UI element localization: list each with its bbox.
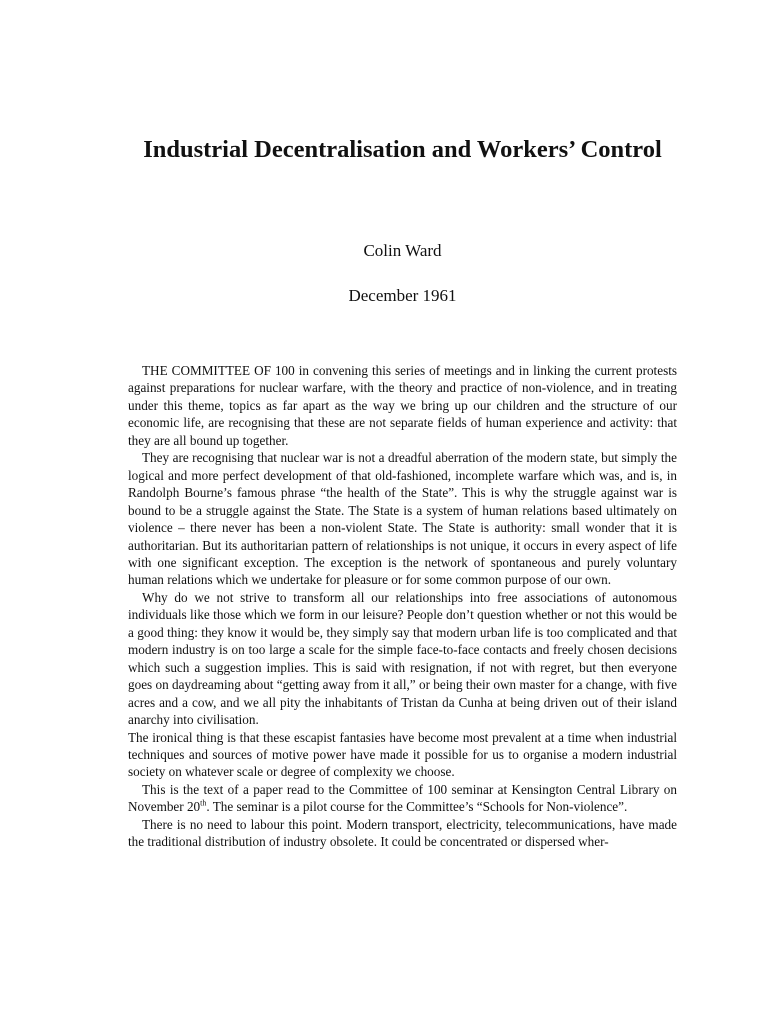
- paragraph-1: THE COMMITTEE OF 100 in convening this series of meetings and in linking the current protests against preparations for nuclear warfare, with the theory and practice of non-violence, and in treating under this theme, topics as far apart as the way we bring up our children and the structure of our economic life, are recognising that these are not separate fields of human experience and activity: that they are all bound up together.: [128, 363, 677, 448]
- document-date: December 1961: [348, 286, 457, 305]
- paragraph-last: There is no need to labour this point. Modern transport, electricity, telecommunications, have made the traditional distribution of industry obsolete. It could be concentrated or dispersed wher-: [128, 816, 677, 850]
- document-title: Industrial Decentralisation and Workers’ Control: [143, 136, 662, 163]
- note-text-start: This is the text of a paper read to the Committee of 100 seminar at Kensington Central Library on November 20: [128, 781, 677, 815]
- paragraph-4: The ironical thing is that these escapist fantasies have become most prevalent at a time when industrial techniques and sources of motive power have made it possible for us to organise a modern industrial society on whatever scale or degree of complexity we choose.: [128, 729, 677, 780]
- document-author: Colin Ward: [363, 241, 442, 260]
- note-text-end: . The seminar is a pilot course for the Committee’s “Schools for Non-violence”.: [206, 799, 628, 815]
- note-superscript: th: [200, 798, 207, 808]
- paragraph-note: [128, 781, 677, 816]
- paragraph-3: Why do we not strive to transform all our relationships into free associations of autonomous individuals like those which we form in our leisure? People don’t question whether or not this would be a good thing: they know it would be, they simply say that modern urban life is too complicated and that modern industry is on too large a scale for the simple face-to-face contacts and freely chosen decisions which such a suggestion implies. This is said with resignation, if not with regret, but then everyone goes on daydreaming about “getting away from it all,” or being their own master for a change, with five acres and a cow, and we all pity the inhabitants of Tristan da Cunha at being driven out of their island anarchy into civilisation.: [128, 589, 677, 728]
- paragraph-2: They are recognising that nuclear war is not a dreadful aberration of the modern state, but simply the logical and more perfect development of that old-fashioned, incomplete warfare which was, and is, in Randolph Bourne’s famous phrase “the health of the State”. This is why the struggle against war is bound to be a struggle against the State. The State is a system of human relations based ultimately on violence – there never has been a non-violent State. The State is authority: small wonder that it is authoritarian. But its authoritarian pattern of relationships is not unique, it occurs in every aspect of life with one significant exception. The exception is the network of spontaneous and purely voluntary human relations which we undertake for pleasure or for some common purpose of our own.: [128, 450, 677, 588]
- document-body: [128, 362, 677, 851]
